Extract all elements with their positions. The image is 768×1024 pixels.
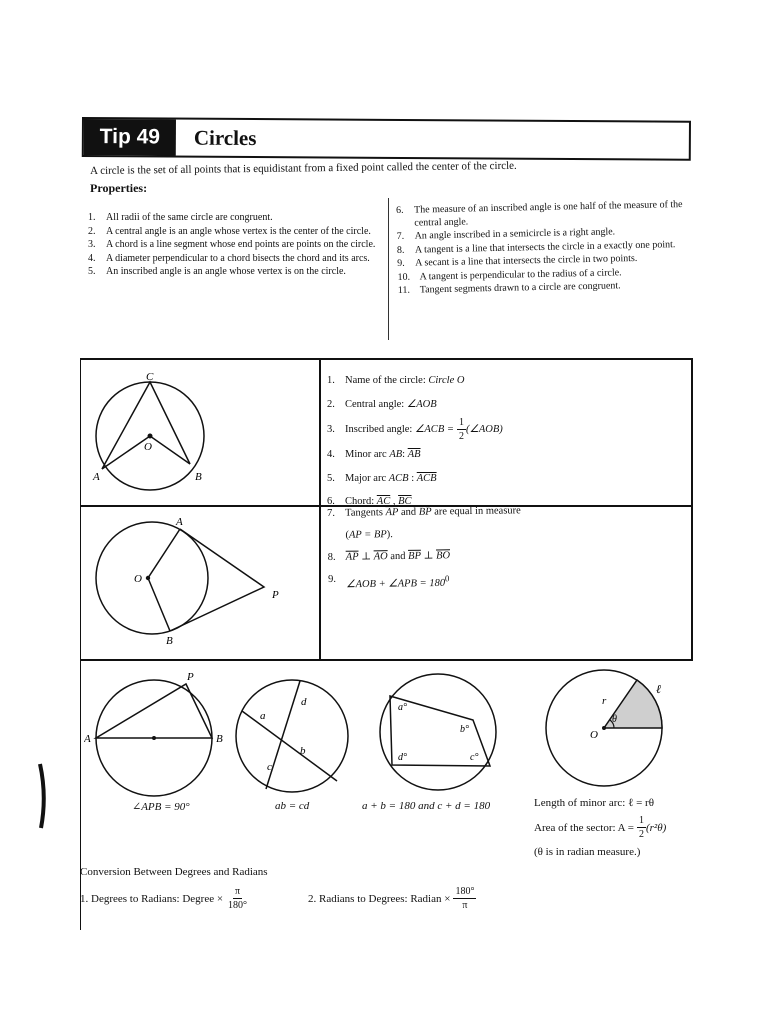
- label-d: d: [301, 696, 307, 708]
- intersecting-chords-figure: [234, 673, 354, 798]
- label-b: b: [300, 745, 306, 757]
- pi-over-180-fraction: $\frac{\pi}{180^\circ}$: [228, 886, 248, 911]
- property-item: 4. A diameter perpendicular to a chord bisects the chord and its arcs.: [88, 252, 370, 264]
- property-item: 6. The measure of an inscribed angle is one half of the measure of the central angle.: [396, 198, 683, 229]
- properties-list-left: [88, 212, 383, 280]
- term-item: 5. Major arc ACB : $\overline{ACB}$: [327, 472, 437, 484]
- label-r: r: [602, 695, 607, 707]
- label-o: O: [144, 441, 152, 453]
- label-a: a°: [398, 702, 407, 713]
- tip-header: [82, 117, 691, 161]
- property-item: 2. A central angle is an angle whose vertex is the center of the circle.: [88, 225, 371, 237]
- label-o: O: [590, 729, 598, 741]
- semicircle-angle-figure: [84, 668, 234, 798]
- label-b: B: [195, 471, 202, 483]
- property-item: 7. An angle inscribed in a semicircle is a right angle.: [396, 226, 616, 242]
- chords-caption: ab = cd: [275, 800, 310, 812]
- one-half-fraction: $\frac{1}{2}$: [458, 417, 464, 442]
- fact-item: 7. Tangents $\overline{AP}$ and $\overline{BP}$ are equal in measure: [327, 505, 521, 519]
- grid-line: [319, 358, 321, 659]
- label-b: b°: [460, 724, 469, 735]
- property-item: 11. Tangent segments drawn to a circle are congruent.: [397, 280, 621, 296]
- label-d: d°: [398, 752, 407, 763]
- grid-line: [81, 659, 693, 661]
- radians-to-degrees: 2. Radians to Degrees: Radian × $\frac{180^\circ}{\pi}$: [308, 886, 475, 911]
- label-c: C: [146, 371, 154, 383]
- tangent-segments-figure: [88, 512, 298, 652]
- arc-length-formula: Length of minor arc: ℓ = rθ: [534, 797, 654, 809]
- sector-area-formula: Area of the sector: A = $\frac{1}{2}$ (r²θ): [534, 815, 667, 840]
- grid-line: [691, 358, 693, 659]
- radian-note: (θ is in radian measure.): [534, 846, 641, 858]
- label-a: A: [93, 471, 100, 483]
- tip-number-badge: Tip 49: [84, 119, 176, 156]
- inscribed-angle-figure: [88, 366, 218, 494]
- cyclic-quadrilateral-figure: [376, 670, 501, 795]
- label-c: c: [267, 761, 272, 773]
- 180-over-pi-fraction: $\frac{180^\circ}{\pi}$: [455, 886, 475, 911]
- properties-heading: Properties:: [90, 181, 148, 195]
- page-title: Circles: [193, 125, 257, 151]
- term-item: 4. Minor arc AB: $\overline{AB}$: [327, 449, 421, 460]
- property-item: 5. An inscribed angle is an angle whose vertex is on the circle.: [88, 266, 346, 277]
- term-item: 3. Inscribed angle: ∠ACB = $\frac{1}{2}$ (∠AOB): [327, 417, 503, 442]
- label-o: O: [134, 573, 142, 585]
- property-item: 1. All radii of the same circle are congruent.: [88, 212, 273, 223]
- label-c: c°: [470, 752, 479, 763]
- label-p: P: [272, 589, 279, 601]
- fact-item: 9. ∠AOB + ∠APB = $180^0$: [327, 573, 450, 591]
- grid-line: [81, 358, 693, 360]
- label-b: B: [216, 733, 223, 745]
- degrees-to-radians: 1. Degrees to Radians: Degree × $\frac{\pi}{180^\circ}$: [80, 886, 248, 911]
- label-b: B: [166, 635, 173, 647]
- label-p: P: [187, 671, 194, 683]
- term-item: 6. Chord: $\overline{AC}$ , $\overline{BC}$: [327, 496, 412, 507]
- conversion-heading: Conversion Between Degrees and Radians: [80, 866, 268, 878]
- sector-figure: [540, 666, 690, 791]
- property-item: 3. A chord is a line segment whose end points are points on the circle.: [88, 239, 376, 250]
- circle-definition: A circle is the set of all points that is equidistant from a fixed point called the center of the circle.: [90, 159, 517, 177]
- column-divider: [388, 198, 389, 340]
- circle-terms-list: [327, 369, 503, 514]
- property-item: 9. A secant is a line that intersects the circle in two points.: [397, 252, 638, 269]
- binding-edge-mark: [38, 762, 48, 830]
- tangent-facts-list: [327, 500, 522, 596]
- quadrilateral-caption: a + b = 180 and c + d = 180: [362, 800, 491, 812]
- fact-item: 8. $\overline{AP}$ ⊥ $\overline{AO}$ and $\overline{BP}$ ⊥ $\overline{BO}$: [327, 550, 451, 563]
- fact-item: (AP = BP).: [345, 529, 393, 541]
- label-theta: θ: [612, 714, 617, 725]
- property-item: 10. A tangent is perpendicular to the radius of a circle.: [397, 266, 622, 283]
- term-item: 1. Name of the circle: Circle O: [327, 375, 465, 386]
- sector-formulas: [534, 792, 666, 863]
- label-a: a: [260, 710, 266, 722]
- semicircle-caption: ∠APB = 90°: [132, 801, 190, 813]
- one-half-fraction: $\frac{1}{2}$: [638, 815, 644, 840]
- label-a: A: [176, 516, 183, 528]
- label-arc-length: ℓ: [656, 682, 661, 696]
- term-item: 2. Central angle: ∠AOB: [327, 398, 437, 410]
- property-item: 8. A tangent is a line that intersects the circle in a exactly one point.: [396, 238, 676, 256]
- label-a: A: [84, 733, 91, 745]
- properties-list-right: [396, 199, 688, 299]
